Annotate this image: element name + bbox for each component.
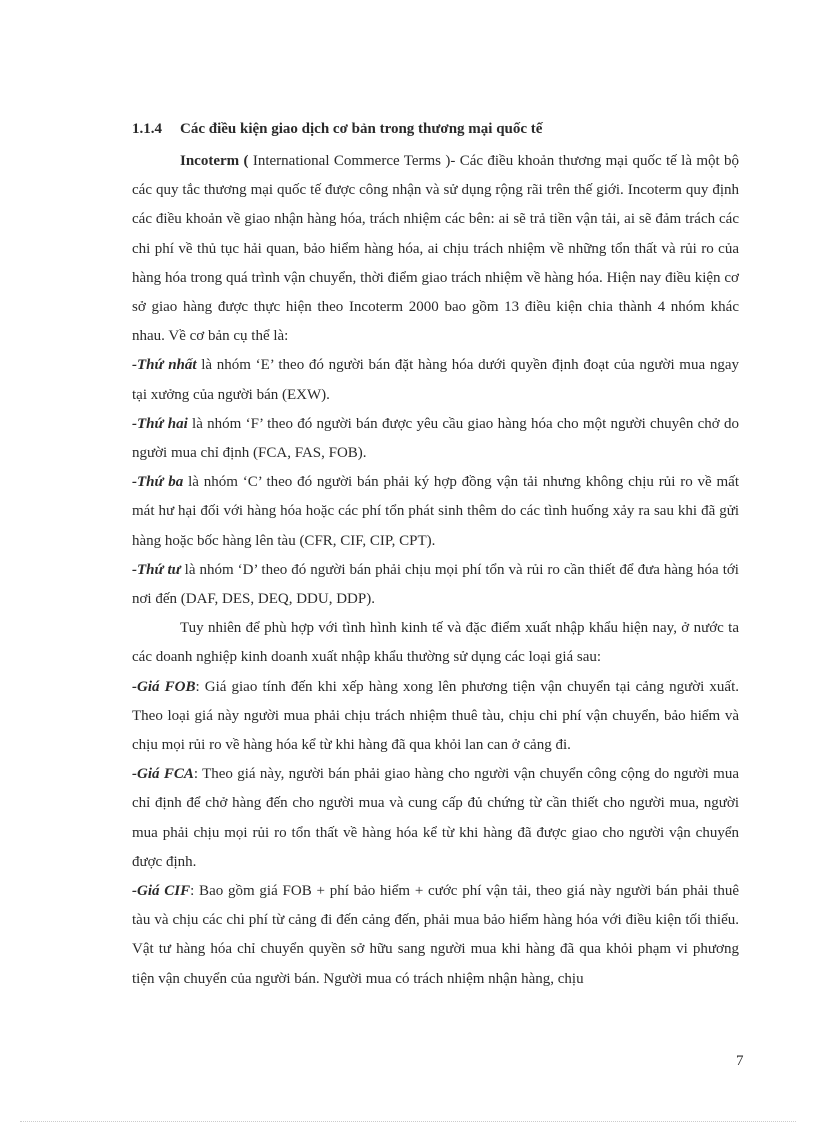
body-text <box>132 147 739 994</box>
group-c-label: -Thứ ba <box>132 474 184 491</box>
group-d-label: -Thứ tư <box>132 561 181 578</box>
group-f-label: -Thứ hai <box>132 415 188 432</box>
group-e-paragraph <box>132 351 739 409</box>
cif-paragraph <box>132 877 739 994</box>
group-c-paragraph <box>132 468 739 556</box>
cif-label: -Giá CIF <box>132 883 191 900</box>
section-number: 1.1.4 <box>132 121 162 137</box>
group-f-paragraph <box>132 410 739 468</box>
section-title: Các điều kiện giao dịch cơ bản trong thương mại quốc tế <box>180 121 543 137</box>
fca-paragraph <box>132 760 739 877</box>
section-heading <box>132 121 542 138</box>
fob-paragraph <box>132 673 739 761</box>
group-d-text: là nhóm ‘D’ theo đó người bán phải chịu mọi phí tổn và rủi ro cần thiết để đưa hàng hóa tới nơi đến (DAF, DES, DEQ, DDU, DDP). <box>132 561 739 608</box>
page-bottom-divider <box>20 1121 796 1122</box>
group-f-text: là nhóm ‘F’ theo đó người bán được yêu cầu giao hàng hóa cho một người chuyên chở do người mua chỉ định (FCA, FAS, FOB). <box>132 415 739 462</box>
group-e-text: là nhóm ‘E’ theo đó người bán đặt hàng hóa dưới quyền định đoạt của người mua ngay tại xưởng của người bán (EXW). <box>132 357 739 403</box>
fob-label: -Giá FOB <box>132 678 196 695</box>
fca-text: : Theo giá này, người bán phải giao hàng cho người vận chuyển công cộng do người mua chỉ định để chở hàng đến cho người mua và cung cấp đủ chứng từ cần thiết cho người mua, người mua phải chịu mọi rủi ro tổn thất về hàng hóa kể từ khi hàng đã được giao cho người vận chuyển được định. <box>132 766 740 870</box>
page-number: 7 <box>736 1053 744 1069</box>
incoterm-paragraph <box>132 147 739 351</box>
however-paragraph: Tuy nhiên để phù hợp với tình hình kinh tế và đặc điểm xuất nhập khẩu hiện nay, ở nước ta các doanh nghiệp kinh doanh xuất nhập khẩu thường sử dụng các loại giá sau: <box>132 620 739 666</box>
incoterm-label: Incoterm ( <box>180 153 249 169</box>
group-d-paragraph <box>132 556 739 614</box>
fca-label: -Giá FCA <box>132 766 194 783</box>
incoterm-text: International Commerce Terms )- Các điều khoản thương mại quốc tế là một bộ các quy tắc thương mại quốc tế được công nhận và sử dụng rộng rãi trên thế giới. Incoterm quy định các điều khoản về giao nhận hàng hóa, trách nhiệm các bên: ai sẽ trả tiền vận tải, ai sẽ đảm trách các chi phí về thủ tục hải quan, bảo hiểm hàng hóa, ai chịu trách nhiệm về những tổn thất và rủi ro của hàng hóa trong quá trình vận chuyển, thời điểm giao trách nhiệm về hàng hóa. Hiện nay điều kiện cơ sở giao hàng được thực hiện theo Incoterm 2000 bao gồm 13 điều kiện chia thành 4 nhóm khác nhau. Về cơ bản cụ thể là: <box>132 153 740 345</box>
fob-text: : Giá giao tính đến khi xếp hàng xong lên phương tiện vận chuyển tại cảng người xuất. Theo loại giá này người mua phải chịu trách nhiệm thuê tàu, chịu chi phí vận chuyển, bảo hiểm và chịu mọi rủi ro về hàng hóa kể từ khi hàng đã qua khỏi lan can ở cảng đi. <box>132 678 739 754</box>
group-c-text: là nhóm ‘C’ theo đó người bán phải ký hợp đồng vận tải nhưng không chịu rủi ro về mất mát hư hại đối với hàng hóa hoặc các phí tổn phát sinh thêm do các tình huống xảy ra sau khi đã gửi hàng hoặc bốc hàng lên tàu (CFR, CIF, CIP, CPT). <box>132 474 739 549</box>
group-e-label: -Thứ nhất <box>132 357 197 374</box>
cif-text: : Bao gồm giá FOB + phí bảo hiểm + cước phí vận tải, theo giá này người bán phải thuê tàu và chịu các chi phí từ cảng đi đến cảng đến, phải mua bảo hiểm hàng hóa với điều kiện tối thiểu. Vật tư hàng hóa chỉ chuyển quyền sở hữu sang người mua khi hàng đã qua khỏi phạm vi phương tiện vận chuyển của người bán. Người mua có trách nhiệm nhận hàng, chịu <box>132 883 740 987</box>
